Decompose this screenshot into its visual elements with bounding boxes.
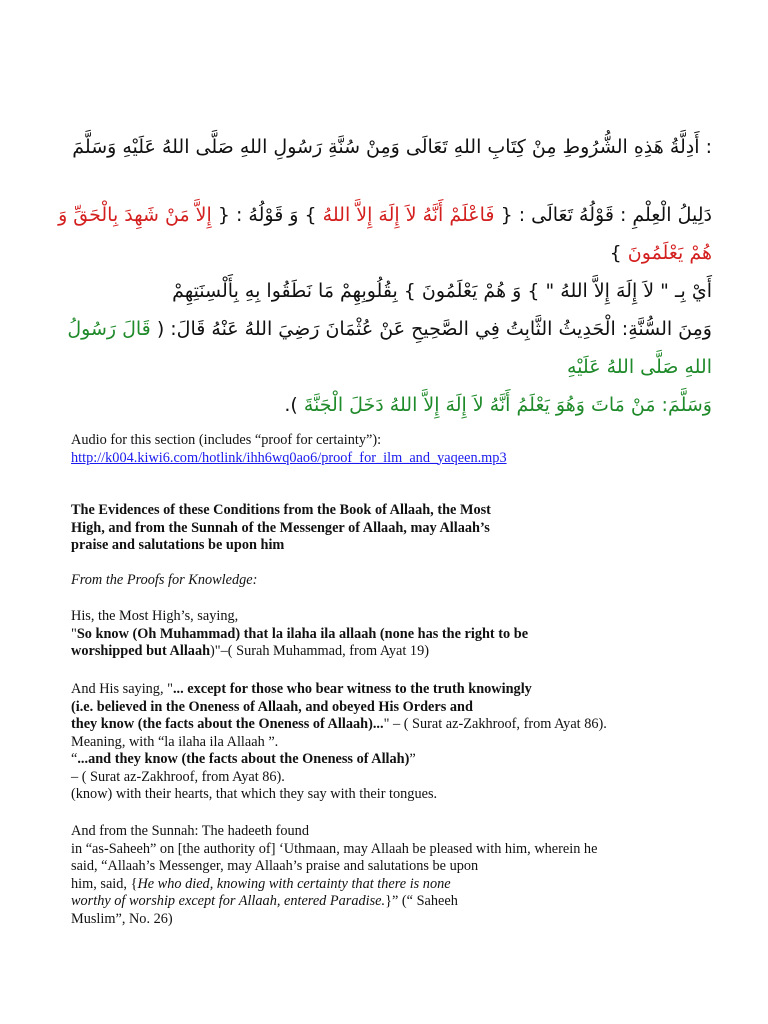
p3-line3: said, “Allaah’s Messenger, may Allaah’s praise and salutations be upon (71, 858, 479, 874)
p2-reference-2: – ( Surat az-Zakhroof, from Ayat 86). (71, 768, 285, 785)
english-heading (71, 502, 728, 555)
arabic-knowledge-line (40, 196, 712, 272)
p2-quote-open: “ (71, 751, 78, 767)
english-subheading (71, 572, 728, 590)
p3-line4-start: him, said, { (71, 875, 138, 892)
heading-line-2: High, and from the Sunnah of the Messenger of Allaah, may Allaah’s (71, 519, 490, 536)
p3-line1: And from the Sunnah: The hadeeth found (71, 823, 309, 839)
arabic-knowledge-intro: دَلِيلُ الْعِلْمِ : قَوْلُهُ تَعَالَى : { (500, 204, 712, 226)
arabic-knowledge-proof (40, 196, 712, 310)
p2-hearts: (know) with their hearts, that which they say with their tongues. (71, 786, 438, 802)
paragraph-1 (71, 608, 728, 661)
arabic-heading (40, 128, 712, 166)
paragraph-2 (71, 681, 728, 804)
arabic-sunnah-line2 (40, 386, 712, 424)
audio-label: Audio for this section (includes “proof for certainty”): (71, 432, 382, 448)
p2-quote-close: ” (409, 751, 416, 767)
arabic-knowledge-mid: } وَ قَوْلُهُ : { (217, 204, 317, 226)
heading-line-1: The Evidences of these Conditions from the Book of Allaah, the Most (71, 502, 491, 518)
audio-link[interactable]: http://k004.kiwi6.com/hotlink/ihh6wq0ao6/proof_for_ilm_and_yaqeen.mp3 (71, 449, 507, 466)
p2-reference: " – ( Surat az-Zakhroof, from Ayat 86). (383, 716, 607, 732)
paragraph-3 (71, 823, 728, 928)
arabic-hadith-part1: قَالَ رَسُولُ اللهِ صَلَّى اللهُ عَلَيْهِ (67, 318, 712, 378)
subheading-text: From the Proofs for Knowledge: (71, 572, 258, 588)
p1-quote: " (71, 625, 77, 642)
p1-bold-line2: worshipped but Allaah (71, 643, 211, 659)
p3-line2: in “as-Saheeh” on [the authority of] ‘Uthmaan, may Allaah be pleased with him, wherein he (71, 840, 598, 857)
p2-bold-line4: ...and they know (the facts about the Oneness of Allah) (77, 751, 410, 767)
audio-section (71, 432, 728, 467)
arabic-meaning-line: أَيْ بِـ " لاَ إِلَهَ إِلاَّ اللهُ " } وَ هُمْ يَعْلَمُونَ } بِقُلُوبِهِمْ مَا نَطَقُوا بِهِ بِأَلْسِنَتِهِمْ (172, 280, 712, 302)
arabic-heading-text: : أَدِلَّةُ هَذِهِ الشُّرُوطِ مِنْ كِتَابِ اللهِ تَعَالَى وَمِنْ سُنَّةِ رَسُولِ اللهِ صَلَّى اللهُ عَلَيْهِ وَسَلَّمَ (72, 136, 712, 158)
p3-line5-italic: worthy of worship except for Allaah, entered Paradise. (71, 893, 386, 909)
arabic-sunnah-intro: وَمِنَ السُّنَّةِ: الْحَدِيثُ الثَّابِتُ فِي الصَّحِيحِ عَنْ عُثْمَانَ رَضِيَ اللهُ عَنْهُ قَالَ: ( (156, 318, 712, 340)
p2-meaning: Meaning, with “la ilaha ila Allaah ”. (71, 733, 279, 750)
p2-bold-line1: ... except for those who bear witness to the truth knowingly (172, 681, 532, 697)
arabic-hadith-part2: وَسَلَّمَ: مَنْ مَاتَ وَهُوَ يَعْلَمُ أَنَّهُ لاَ إِلَهَ إِلاَّ اللهُ دَخَلَ الْجَنَّةَ (303, 394, 712, 416)
p1-bold-line1: So know (Oh Muhammad) that la ilaha ila allaah (none has the right to be (76, 625, 529, 642)
p1-intro: His, the Most High’s, saying, (71, 608, 239, 624)
arabic-verse-muhammad: فَاعْلَمْ أَنَّهُ لاَ إِلَهَ إِلاَّ اللهُ (322, 204, 495, 226)
arabic-knowledge-end: } (609, 242, 622, 264)
arabic-sunnah-end: ). (284, 394, 298, 416)
p2-bold-line2: (i.e. believed in the Oneness of Allaah, and obeyed His Orders and (71, 698, 473, 715)
p1-reference: )"–( Surah Muhammad, from Ayat 19) (210, 643, 429, 659)
p2-start: And His saying, " (71, 681, 173, 697)
p3-line5-end: }” (“ Saheeh (385, 893, 458, 909)
p3-line6: Muslim”, No. 26) (71, 910, 173, 927)
arabic-verse-zukhruf: إِلاَّ مَنْ شَهِدَ بِالْحَقِّ وَ هُمْ يَعْلَمُونَ (58, 204, 712, 264)
p3-line4-italic: He who died, knowing with certainty that there is none (137, 875, 451, 892)
heading-line-3: praise and salutations be upon him (71, 537, 285, 553)
arabic-sunnah-proof (40, 310, 712, 424)
arabic-sunnah-line1 (40, 310, 712, 386)
p2-bold-line3: they know (the facts about the Oneness of Allaah)... (71, 716, 384, 732)
